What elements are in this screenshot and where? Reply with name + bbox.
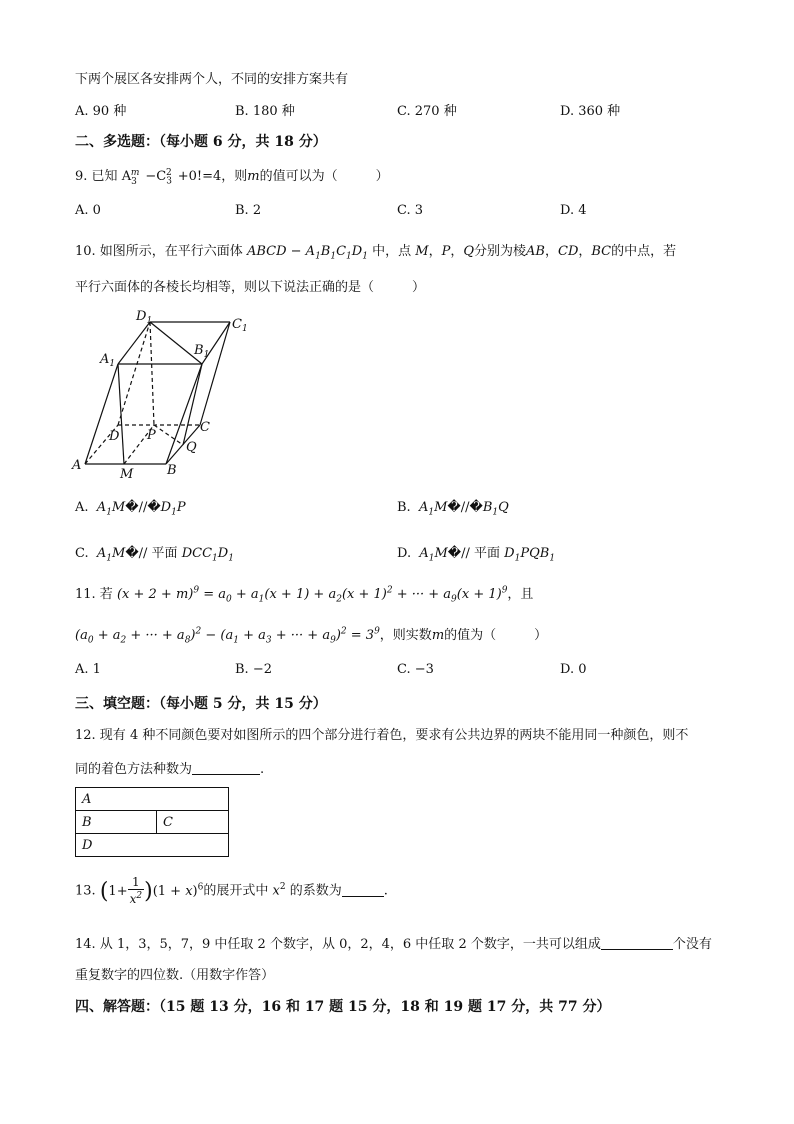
q10-option-a: A. $A_1M�//�D_1P$: [75, 500, 186, 518]
question-12-line-1: 12. 现有 4 种不同颜色要对如图所示的四个部分进行着色，要求有公共边界的两块不能用同一种颜色，则不: [75, 728, 689, 743]
q9-tail: ，则: [221, 169, 248, 184]
question-10-line-1: 10. 如图所示，在平行六面体 ABCD − $A_1B_1C_1D_1$ 中，点 M，P，Q分别为棱AB，CD，BC的中点，若: [75, 244, 677, 262]
segment-a1m: [118, 364, 124, 464]
label-c1: $C_1$: [232, 317, 248, 334]
question-13: 13. (1+ $\frac{1}{x^2}$ )$(1 + x)^6$的展开式中 $x^2$ 的系数为 .: [75, 875, 388, 906]
label-b: B: [167, 463, 177, 478]
region-d: D: [76, 834, 229, 857]
label-a: A: [72, 458, 82, 473]
question-11-line-1: 11. 若 $(x + 2 + m)^9 = a_0 + a_1(x + 1) + a_2(x + 1)^2$ + ··· + $a_9(x + 1)^9$，且: [75, 585, 534, 605]
coloring-regions-table: [75, 787, 229, 857]
q11-option-c: C. −3: [397, 662, 434, 677]
edge-a1d1: [118, 322, 150, 364]
q11-condition: ($a_0 + a_2$ + ··· + $a_8)^2 - (a_1 + a_3$ + ··· + $a_9)^2 = 3^9$: [75, 626, 380, 646]
question-14-line-1: 14. 从 1，3，5，7，9 中任取 2 个数字，从 0，2，4，6 中任取 2 个数字，一共可以组成 个没有: [75, 937, 712, 952]
q12-answer-blank[interactable]: [192, 774, 260, 775]
region-a: A: [76, 788, 229, 811]
label-a1: $A_1$: [100, 352, 116, 369]
q14-answer-blank[interactable]: [601, 949, 673, 950]
q9-var: m: [247, 169, 260, 184]
q9-option-d: D. 4: [560, 203, 587, 218]
q8-option-d: D. 360 种: [560, 104, 621, 119]
label-m: M: [120, 467, 134, 480]
q10-option-b: B. $A_1M�//�B_1Q$: [397, 500, 509, 518]
q10-option-d: D. $A_1M�//$ 平面 $D_1PQB_1$: [397, 546, 556, 564]
q9-formula: $A_3^m -C_3^2 +0!=4$: [121, 167, 222, 187]
q11-option-b: B. −2: [235, 662, 272, 677]
label-d1: $D_1$: [136, 309, 153, 326]
question-12-line-2: 同的着色方法种数为 .: [75, 762, 265, 777]
q10-option-c: C. $A_1M�//$ 平面 $DCC_1D_1$: [75, 546, 234, 564]
section-4-title: 四、解答题：（15 题 13 分，16 和 17 题 15 分，18 和 19 题 17 分，共 77 分）: [75, 999, 611, 1015]
q9-option-c: C. 3: [397, 203, 424, 218]
section-3-title: 三、填空题：（每小题 5 分，共 15 分）: [75, 696, 327, 712]
segment-d1p: [150, 322, 154, 425]
question-14-line-2: 重复数字的四位数.（用数字作答）: [75, 968, 275, 983]
q8-option-c: C. 270 种: [397, 104, 457, 119]
q8-option-a: A. 90 种: [75, 104, 127, 119]
q9-option-b: B. 2: [235, 203, 262, 218]
q8-option-b: B. 180 种: [235, 104, 295, 119]
question-9: [75, 165, 389, 187]
region-b: B: [76, 811, 157, 834]
label-q: Q: [186, 440, 197, 455]
q11-expansion: $(x + 2 + m)^9 = a_0 + a_1(x + 1) + a_2(x + 1)^2$ + ··· + $a_9(x + 1)^9$: [116, 585, 508, 605]
section-2-title: 二、多选题：（每小题 6 分，共 18 分）: [75, 134, 327, 150]
q9-close: ）: [375, 169, 389, 184]
q13-formula: (1+ $\frac{1}{x^2}$ )$(1 + x)^6$: [99, 875, 204, 906]
q9-option-a: A. 0: [75, 203, 101, 218]
q13-answer-blank[interactable]: [342, 896, 384, 897]
parallelepiped-figure: [70, 308, 260, 480]
q10-solid: ABCD − $A_1B_1C_1D_1$: [246, 244, 368, 262]
question-10-line-2: 平行六面体的各棱长均相等，则以下说法正确的是（ ）: [75, 280, 426, 295]
edge-aa1: [85, 364, 118, 464]
q8-tail: 下两个展区各安排两个人，不同的安排方案共有: [75, 72, 349, 87]
label-d: D: [109, 429, 120, 444]
label-p: P: [147, 428, 156, 443]
q11-option-d: D. 0: [560, 662, 587, 677]
q9-lead: 已知: [91, 169, 118, 184]
label-c: C: [200, 420, 210, 435]
label-b1: $B_1$: [194, 343, 210, 360]
q11-option-a: A. 1: [75, 662, 101, 677]
q9-number: 9.: [75, 169, 88, 184]
q9-tail2: 的值可以为（: [259, 169, 338, 184]
edge-dd1: [118, 322, 150, 425]
question-11-line-2: ($a_0 + a_2$ + ··· + $a_8)^2 - (a_1 + a_3$ + ··· + $a_9)^2 = 3^9$，则实数m的值为（ ）: [75, 626, 548, 646]
edge-cc1: [200, 322, 230, 425]
region-c: C: [157, 811, 229, 834]
